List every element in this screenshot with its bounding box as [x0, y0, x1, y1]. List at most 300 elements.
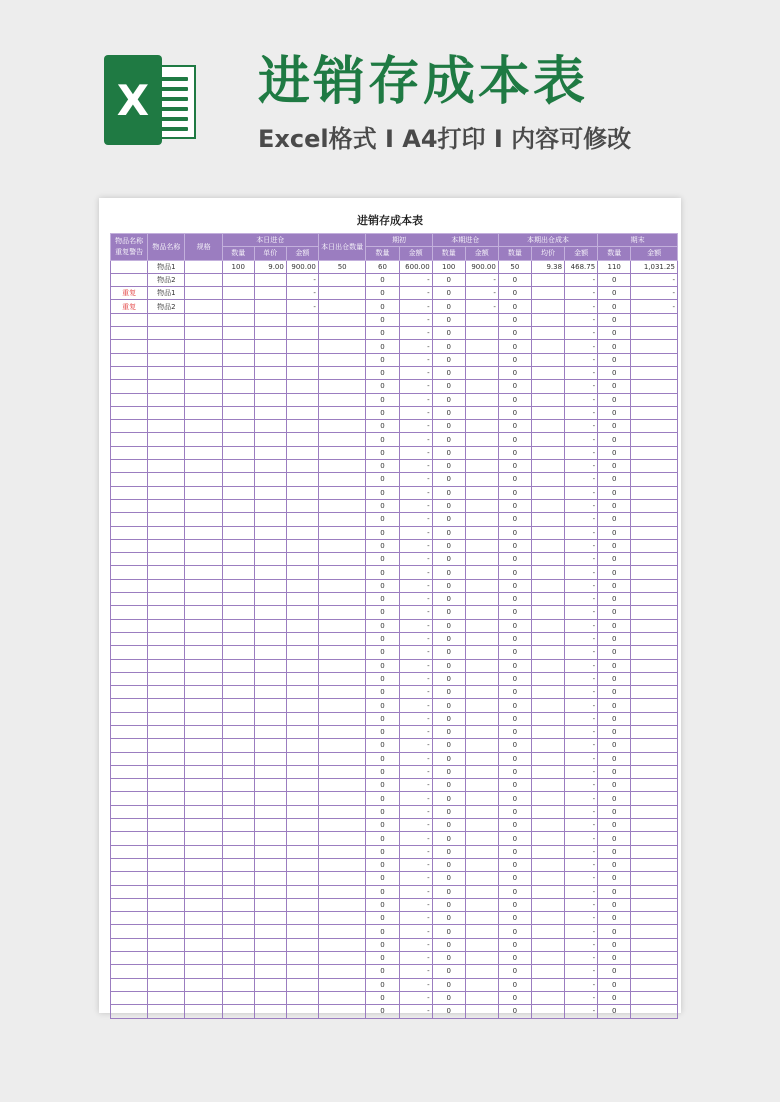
table-cell[interactable] [465, 699, 498, 712]
table-cell[interactable]: 0 [432, 393, 465, 406]
table-cell[interactable] [148, 898, 185, 911]
table-cell[interactable] [148, 313, 185, 326]
table-cell[interactable] [148, 406, 185, 419]
table-cell[interactable]: 0 [598, 952, 631, 965]
dup-warning-cell[interactable] [111, 353, 148, 366]
table-cell[interactable] [222, 460, 254, 473]
table-cell[interactable]: - [565, 593, 598, 606]
table-cell[interactable]: - [565, 898, 598, 911]
table-cell[interactable] [185, 353, 222, 366]
table-cell[interactable]: - [565, 925, 598, 938]
table-cell[interactable]: 0 [598, 446, 631, 459]
table-cell[interactable] [318, 845, 366, 858]
table-cell[interactable] [286, 313, 318, 326]
table-cell[interactable]: - [565, 526, 598, 539]
dup-warning-cell[interactable] [111, 499, 148, 512]
table-cell[interactable] [631, 393, 678, 406]
dup-warning-cell[interactable] [111, 991, 148, 1004]
dup-warning-cell[interactable] [111, 672, 148, 685]
table-cell[interactable] [148, 433, 185, 446]
table-cell[interactable]: 0 [598, 619, 631, 632]
table-cell[interactable]: - [286, 300, 318, 313]
table-cell[interactable] [185, 300, 222, 313]
table-cell[interactable]: - [399, 872, 432, 885]
table-cell[interactable]: - [399, 699, 432, 712]
dup-warning-cell[interactable] [111, 313, 148, 326]
table-cell[interactable]: 0 [432, 420, 465, 433]
table-cell[interactable]: - [399, 526, 432, 539]
table-cell[interactable]: - [399, 579, 432, 592]
table-cell[interactable] [631, 340, 678, 353]
table-cell[interactable] [286, 539, 318, 552]
table-cell[interactable] [286, 819, 318, 832]
table-cell[interactable] [465, 805, 498, 818]
table-cell[interactable]: 0 [498, 366, 531, 379]
table-cell[interactable] [286, 765, 318, 778]
table-cell[interactable]: - [565, 486, 598, 499]
table-cell[interactable] [318, 406, 366, 419]
table-cell[interactable] [286, 433, 318, 446]
table-cell[interactable]: 0 [598, 486, 631, 499]
table-cell[interactable] [185, 938, 222, 951]
table-cell[interactable] [465, 353, 498, 366]
table-cell[interactable] [185, 380, 222, 393]
table-cell[interactable]: 0 [432, 632, 465, 645]
table-cell[interactable]: 0 [366, 273, 399, 286]
table-cell[interactable] [286, 327, 318, 340]
table-cell[interactable]: 0 [498, 539, 531, 552]
table-cell[interactable] [222, 553, 254, 566]
table-cell[interactable] [631, 353, 678, 366]
table-cell[interactable]: - [565, 366, 598, 379]
table-cell[interactable]: 0 [598, 300, 631, 313]
table-cell[interactable]: 0 [498, 526, 531, 539]
table-cell[interactable]: 0 [498, 353, 531, 366]
table-cell[interactable]: 0 [498, 965, 531, 978]
table-cell[interactable]: 0 [432, 765, 465, 778]
table-cell[interactable] [465, 486, 498, 499]
table-cell[interactable]: - [399, 952, 432, 965]
table-cell[interactable]: 0 [366, 632, 399, 645]
table-cell[interactable] [531, 991, 564, 1004]
table-cell[interactable]: 0 [432, 513, 465, 526]
table-cell[interactable] [531, 699, 564, 712]
table-cell[interactable]: 0 [598, 646, 631, 659]
table-cell[interactable]: 0 [498, 420, 531, 433]
table-cell[interactable] [318, 938, 366, 951]
dup-warning-cell[interactable] [111, 593, 148, 606]
table-cell[interactable] [222, 287, 254, 300]
table-cell[interactable] [222, 433, 254, 446]
table-cell[interactable] [531, 965, 564, 978]
table-cell[interactable]: - [399, 420, 432, 433]
table-cell[interactable] [222, 393, 254, 406]
table-cell[interactable] [286, 978, 318, 991]
table-cell[interactable] [318, 606, 366, 619]
table-cell[interactable]: 0 [598, 579, 631, 592]
table-cell[interactable] [465, 832, 498, 845]
table-cell[interactable] [318, 287, 366, 300]
table-cell[interactable] [531, 885, 564, 898]
table-cell[interactable] [185, 898, 222, 911]
table-cell[interactable] [185, 792, 222, 805]
table-cell[interactable] [631, 460, 678, 473]
table-cell[interactable] [631, 553, 678, 566]
table-cell[interactable] [531, 433, 564, 446]
table-cell[interactable] [286, 353, 318, 366]
table-cell[interactable] [254, 446, 286, 459]
table-cell[interactable] [318, 380, 366, 393]
table-cell[interactable] [148, 779, 185, 792]
table-cell[interactable]: - [565, 752, 598, 765]
dup-warning-cell[interactable] [111, 460, 148, 473]
table-cell[interactable] [222, 725, 254, 738]
table-cell[interactable] [185, 366, 222, 379]
table-cell[interactable]: 0 [432, 925, 465, 938]
table-cell[interactable]: 0 [598, 765, 631, 778]
table-cell[interactable] [185, 832, 222, 845]
table-cell[interactable] [318, 566, 366, 579]
table-cell[interactable] [531, 765, 564, 778]
table-cell[interactable]: 0 [598, 393, 631, 406]
table-cell[interactable] [148, 805, 185, 818]
table-cell[interactable] [254, 725, 286, 738]
table-cell[interactable] [531, 287, 564, 300]
dup-warning-cell[interactable] [111, 858, 148, 871]
table-cell[interactable] [254, 991, 286, 1004]
table-cell[interactable] [465, 819, 498, 832]
table-cell[interactable] [531, 499, 564, 512]
table-cell[interactable] [631, 406, 678, 419]
table-cell[interactable]: - [565, 380, 598, 393]
table-cell[interactable] [465, 420, 498, 433]
table-cell[interactable] [465, 553, 498, 566]
dup-warning-cell[interactable] [111, 965, 148, 978]
dup-warning-cell[interactable] [111, 725, 148, 738]
table-cell[interactable] [222, 686, 254, 699]
table-cell[interactable]: 0 [366, 606, 399, 619]
table-cell[interactable] [185, 433, 222, 446]
table-cell[interactable]: 0 [432, 526, 465, 539]
table-cell[interactable] [318, 978, 366, 991]
table-cell[interactable] [318, 952, 366, 965]
dup-warning-cell[interactable] [111, 579, 148, 592]
table-cell[interactable] [318, 898, 366, 911]
table-cell[interactable] [222, 858, 254, 871]
table-cell[interactable]: - [565, 553, 598, 566]
table-cell[interactable] [631, 486, 678, 499]
table-cell[interactable] [148, 646, 185, 659]
dup-warning-cell[interactable] [111, 380, 148, 393]
table-cell[interactable] [318, 619, 366, 632]
table-cell[interactable] [318, 366, 366, 379]
table-cell[interactable]: - [565, 805, 598, 818]
table-cell[interactable] [318, 672, 366, 685]
table-cell[interactable]: 50 [498, 260, 531, 273]
table-cell[interactable]: - [565, 340, 598, 353]
table-cell[interactable] [222, 619, 254, 632]
table-cell[interactable] [318, 632, 366, 645]
table-cell[interactable] [254, 499, 286, 512]
table-cell[interactable]: 0 [498, 898, 531, 911]
table-cell[interactable] [465, 406, 498, 419]
table-cell[interactable] [318, 819, 366, 832]
table-cell[interactable]: 0 [598, 938, 631, 951]
table-cell[interactable] [286, 619, 318, 632]
table-cell[interactable] [222, 805, 254, 818]
table-cell[interactable] [222, 380, 254, 393]
table-cell[interactable] [531, 473, 564, 486]
table-cell[interactable]: 0 [498, 872, 531, 885]
table-cell[interactable]: 0 [598, 499, 631, 512]
table-cell[interactable] [254, 593, 286, 606]
table-cell[interactable] [185, 393, 222, 406]
table-cell[interactable] [222, 792, 254, 805]
table-cell[interactable]: 0 [432, 646, 465, 659]
table-cell[interactable] [631, 313, 678, 326]
table-cell[interactable] [286, 699, 318, 712]
table-cell[interactable] [254, 659, 286, 672]
table-cell[interactable]: 0 [498, 460, 531, 473]
table-cell[interactable]: - [465, 273, 498, 286]
table-cell[interactable] [185, 539, 222, 552]
dup-warning-cell[interactable] [111, 273, 148, 286]
table-cell[interactable] [185, 991, 222, 1004]
table-cell[interactable]: - [399, 991, 432, 1004]
table-cell[interactable] [222, 699, 254, 712]
table-cell[interactable] [254, 646, 286, 659]
table-cell[interactable] [254, 273, 286, 286]
table-cell[interactable]: - [565, 699, 598, 712]
table-cell[interactable] [631, 593, 678, 606]
table-cell[interactable] [185, 885, 222, 898]
table-cell[interactable] [254, 858, 286, 871]
table-cell[interactable]: 0 [598, 366, 631, 379]
table-cell[interactable] [254, 925, 286, 938]
table-cell[interactable] [531, 978, 564, 991]
table-cell[interactable]: 0 [432, 380, 465, 393]
table-cell[interactable]: 0 [432, 1005, 465, 1018]
table-cell[interactable]: 0 [498, 513, 531, 526]
table-cell[interactable] [531, 380, 564, 393]
dup-warning-cell[interactable] [111, 952, 148, 965]
table-cell[interactable] [631, 885, 678, 898]
table-cell[interactable]: 0 [366, 1005, 399, 1018]
table-cell[interactable] [222, 327, 254, 340]
table-cell[interactable] [465, 313, 498, 326]
table-cell[interactable] [254, 805, 286, 818]
table-cell[interactable] [531, 912, 564, 925]
dup-warning-cell[interactable] [111, 260, 148, 273]
table-cell[interactable]: - [399, 686, 432, 699]
table-cell[interactable]: 0 [432, 313, 465, 326]
table-cell[interactable]: 0 [598, 566, 631, 579]
table-cell[interactable] [254, 779, 286, 792]
table-cell[interactable]: 0 [432, 885, 465, 898]
table-cell[interactable]: 9.00 [254, 260, 286, 273]
table-cell[interactable]: 0 [598, 792, 631, 805]
table-cell[interactable]: 物品1 [148, 287, 185, 300]
table-cell[interactable]: 0 [498, 300, 531, 313]
table-cell[interactable]: - [565, 646, 598, 659]
table-cell[interactable]: 0 [498, 593, 531, 606]
table-cell[interactable]: 0 [432, 460, 465, 473]
table-cell[interactable]: 0 [366, 446, 399, 459]
table-cell[interactable] [631, 925, 678, 938]
table-cell[interactable] [185, 473, 222, 486]
table-cell[interactable]: 0 [366, 313, 399, 326]
table-cell[interactable]: 0 [598, 420, 631, 433]
table-cell[interactable] [185, 659, 222, 672]
table-cell[interactable] [531, 832, 564, 845]
table-cell[interactable] [222, 991, 254, 1004]
table-cell[interactable] [254, 553, 286, 566]
table-cell[interactable]: 0 [598, 912, 631, 925]
table-cell[interactable] [531, 686, 564, 699]
table-cell[interactable] [185, 765, 222, 778]
table-cell[interactable]: 0 [366, 579, 399, 592]
table-cell[interactable]: - [399, 672, 432, 685]
table-cell[interactable] [286, 952, 318, 965]
table-cell[interactable] [222, 420, 254, 433]
table-cell[interactable] [318, 473, 366, 486]
table-cell[interactable] [286, 938, 318, 951]
table-cell[interactable]: 0 [498, 486, 531, 499]
table-cell[interactable]: 0 [432, 327, 465, 340]
table-cell[interactable] [631, 912, 678, 925]
table-cell[interactable] [531, 872, 564, 885]
table-cell[interactable] [148, 952, 185, 965]
table-cell[interactable]: 0 [366, 952, 399, 965]
table-cell[interactable] [148, 446, 185, 459]
table-cell[interactable]: 0 [366, 765, 399, 778]
table-cell[interactable] [465, 473, 498, 486]
table-cell[interactable] [148, 991, 185, 1004]
table-cell[interactable]: - [399, 313, 432, 326]
table-cell[interactable] [631, 420, 678, 433]
table-cell[interactable]: - [565, 499, 598, 512]
dup-warning-cell[interactable] [111, 566, 148, 579]
table-cell[interactable] [465, 646, 498, 659]
table-cell[interactable] [185, 287, 222, 300]
table-cell[interactable]: - [565, 632, 598, 645]
table-cell[interactable]: 0 [598, 513, 631, 526]
table-cell[interactable]: 1,031.25 [631, 260, 678, 273]
table-cell[interactable]: - [565, 579, 598, 592]
table-cell[interactable]: - [565, 353, 598, 366]
table-cell[interactable] [318, 646, 366, 659]
table-cell[interactable] [254, 526, 286, 539]
table-cell[interactable] [531, 925, 564, 938]
table-cell[interactable] [318, 739, 366, 752]
table-cell[interactable] [222, 779, 254, 792]
table-cell[interactable]: 0 [498, 792, 531, 805]
table-cell[interactable]: 0 [598, 1005, 631, 1018]
table-cell[interactable]: 0 [432, 619, 465, 632]
table-cell[interactable] [222, 872, 254, 885]
table-cell[interactable]: - [399, 938, 432, 951]
table-cell[interactable] [531, 938, 564, 951]
table-cell[interactable]: - [399, 845, 432, 858]
table-cell[interactable]: 9.38 [531, 260, 564, 273]
table-cell[interactable]: - [399, 380, 432, 393]
table-cell[interactable] [185, 686, 222, 699]
table-cell[interactable] [318, 805, 366, 818]
table-cell[interactable] [222, 739, 254, 752]
table-cell[interactable] [254, 898, 286, 911]
table-cell[interactable]: 0 [598, 872, 631, 885]
table-cell[interactable]: 0 [432, 739, 465, 752]
table-cell[interactable] [254, 765, 286, 778]
table-cell[interactable]: 0 [432, 832, 465, 845]
table-cell[interactable]: - [399, 752, 432, 765]
table-cell[interactable]: 0 [498, 473, 531, 486]
table-cell[interactable] [254, 566, 286, 579]
table-cell[interactable] [185, 978, 222, 991]
table-cell[interactable] [185, 672, 222, 685]
table-cell[interactable]: 0 [366, 513, 399, 526]
table-cell[interactable] [148, 872, 185, 885]
table-cell[interactable] [465, 925, 498, 938]
table-cell[interactable]: 0 [498, 313, 531, 326]
table-cell[interactable] [148, 659, 185, 672]
table-cell[interactable]: 0 [432, 433, 465, 446]
table-cell[interactable] [531, 366, 564, 379]
table-cell[interactable] [465, 366, 498, 379]
table-cell[interactable] [531, 420, 564, 433]
table-cell[interactable]: 0 [366, 420, 399, 433]
table-cell[interactable] [318, 991, 366, 1004]
table-cell[interactable] [465, 433, 498, 446]
table-cell[interactable]: 0 [366, 300, 399, 313]
table-cell[interactable] [148, 473, 185, 486]
table-cell[interactable] [465, 593, 498, 606]
table-cell[interactable] [185, 819, 222, 832]
dup-warning-cell[interactable] [111, 765, 148, 778]
table-cell[interactable] [465, 672, 498, 685]
table-cell[interactable]: 600.00 [399, 260, 432, 273]
table-cell[interactable] [185, 925, 222, 938]
table-cell[interactable] [531, 858, 564, 871]
dup-warning-cell[interactable] [111, 925, 148, 938]
table-cell[interactable]: 0 [366, 752, 399, 765]
table-cell[interactable]: - [565, 885, 598, 898]
table-cell[interactable] [254, 366, 286, 379]
table-cell[interactable] [531, 313, 564, 326]
table-cell[interactable] [148, 486, 185, 499]
table-cell[interactable] [465, 912, 498, 925]
table-cell[interactable]: 0 [432, 353, 465, 366]
dup-warning-cell[interactable] [111, 393, 148, 406]
table-cell[interactable] [185, 499, 222, 512]
table-cell[interactable] [531, 393, 564, 406]
table-cell[interactable] [531, 353, 564, 366]
table-cell[interactable]: 0 [366, 353, 399, 366]
table-cell[interactable] [465, 539, 498, 552]
table-cell[interactable] [222, 593, 254, 606]
table-cell[interactable] [254, 672, 286, 685]
table-cell[interactable]: 0 [432, 991, 465, 1004]
dup-warning-cell[interactable] [111, 872, 148, 885]
table-cell[interactable] [465, 380, 498, 393]
table-cell[interactable]: 0 [432, 978, 465, 991]
table-cell[interactable]: - [565, 393, 598, 406]
table-cell[interactable] [318, 526, 366, 539]
table-cell[interactable]: - [399, 566, 432, 579]
table-cell[interactable]: 0 [498, 752, 531, 765]
table-cell[interactable]: - [399, 1005, 432, 1018]
table-cell[interactable] [318, 393, 366, 406]
